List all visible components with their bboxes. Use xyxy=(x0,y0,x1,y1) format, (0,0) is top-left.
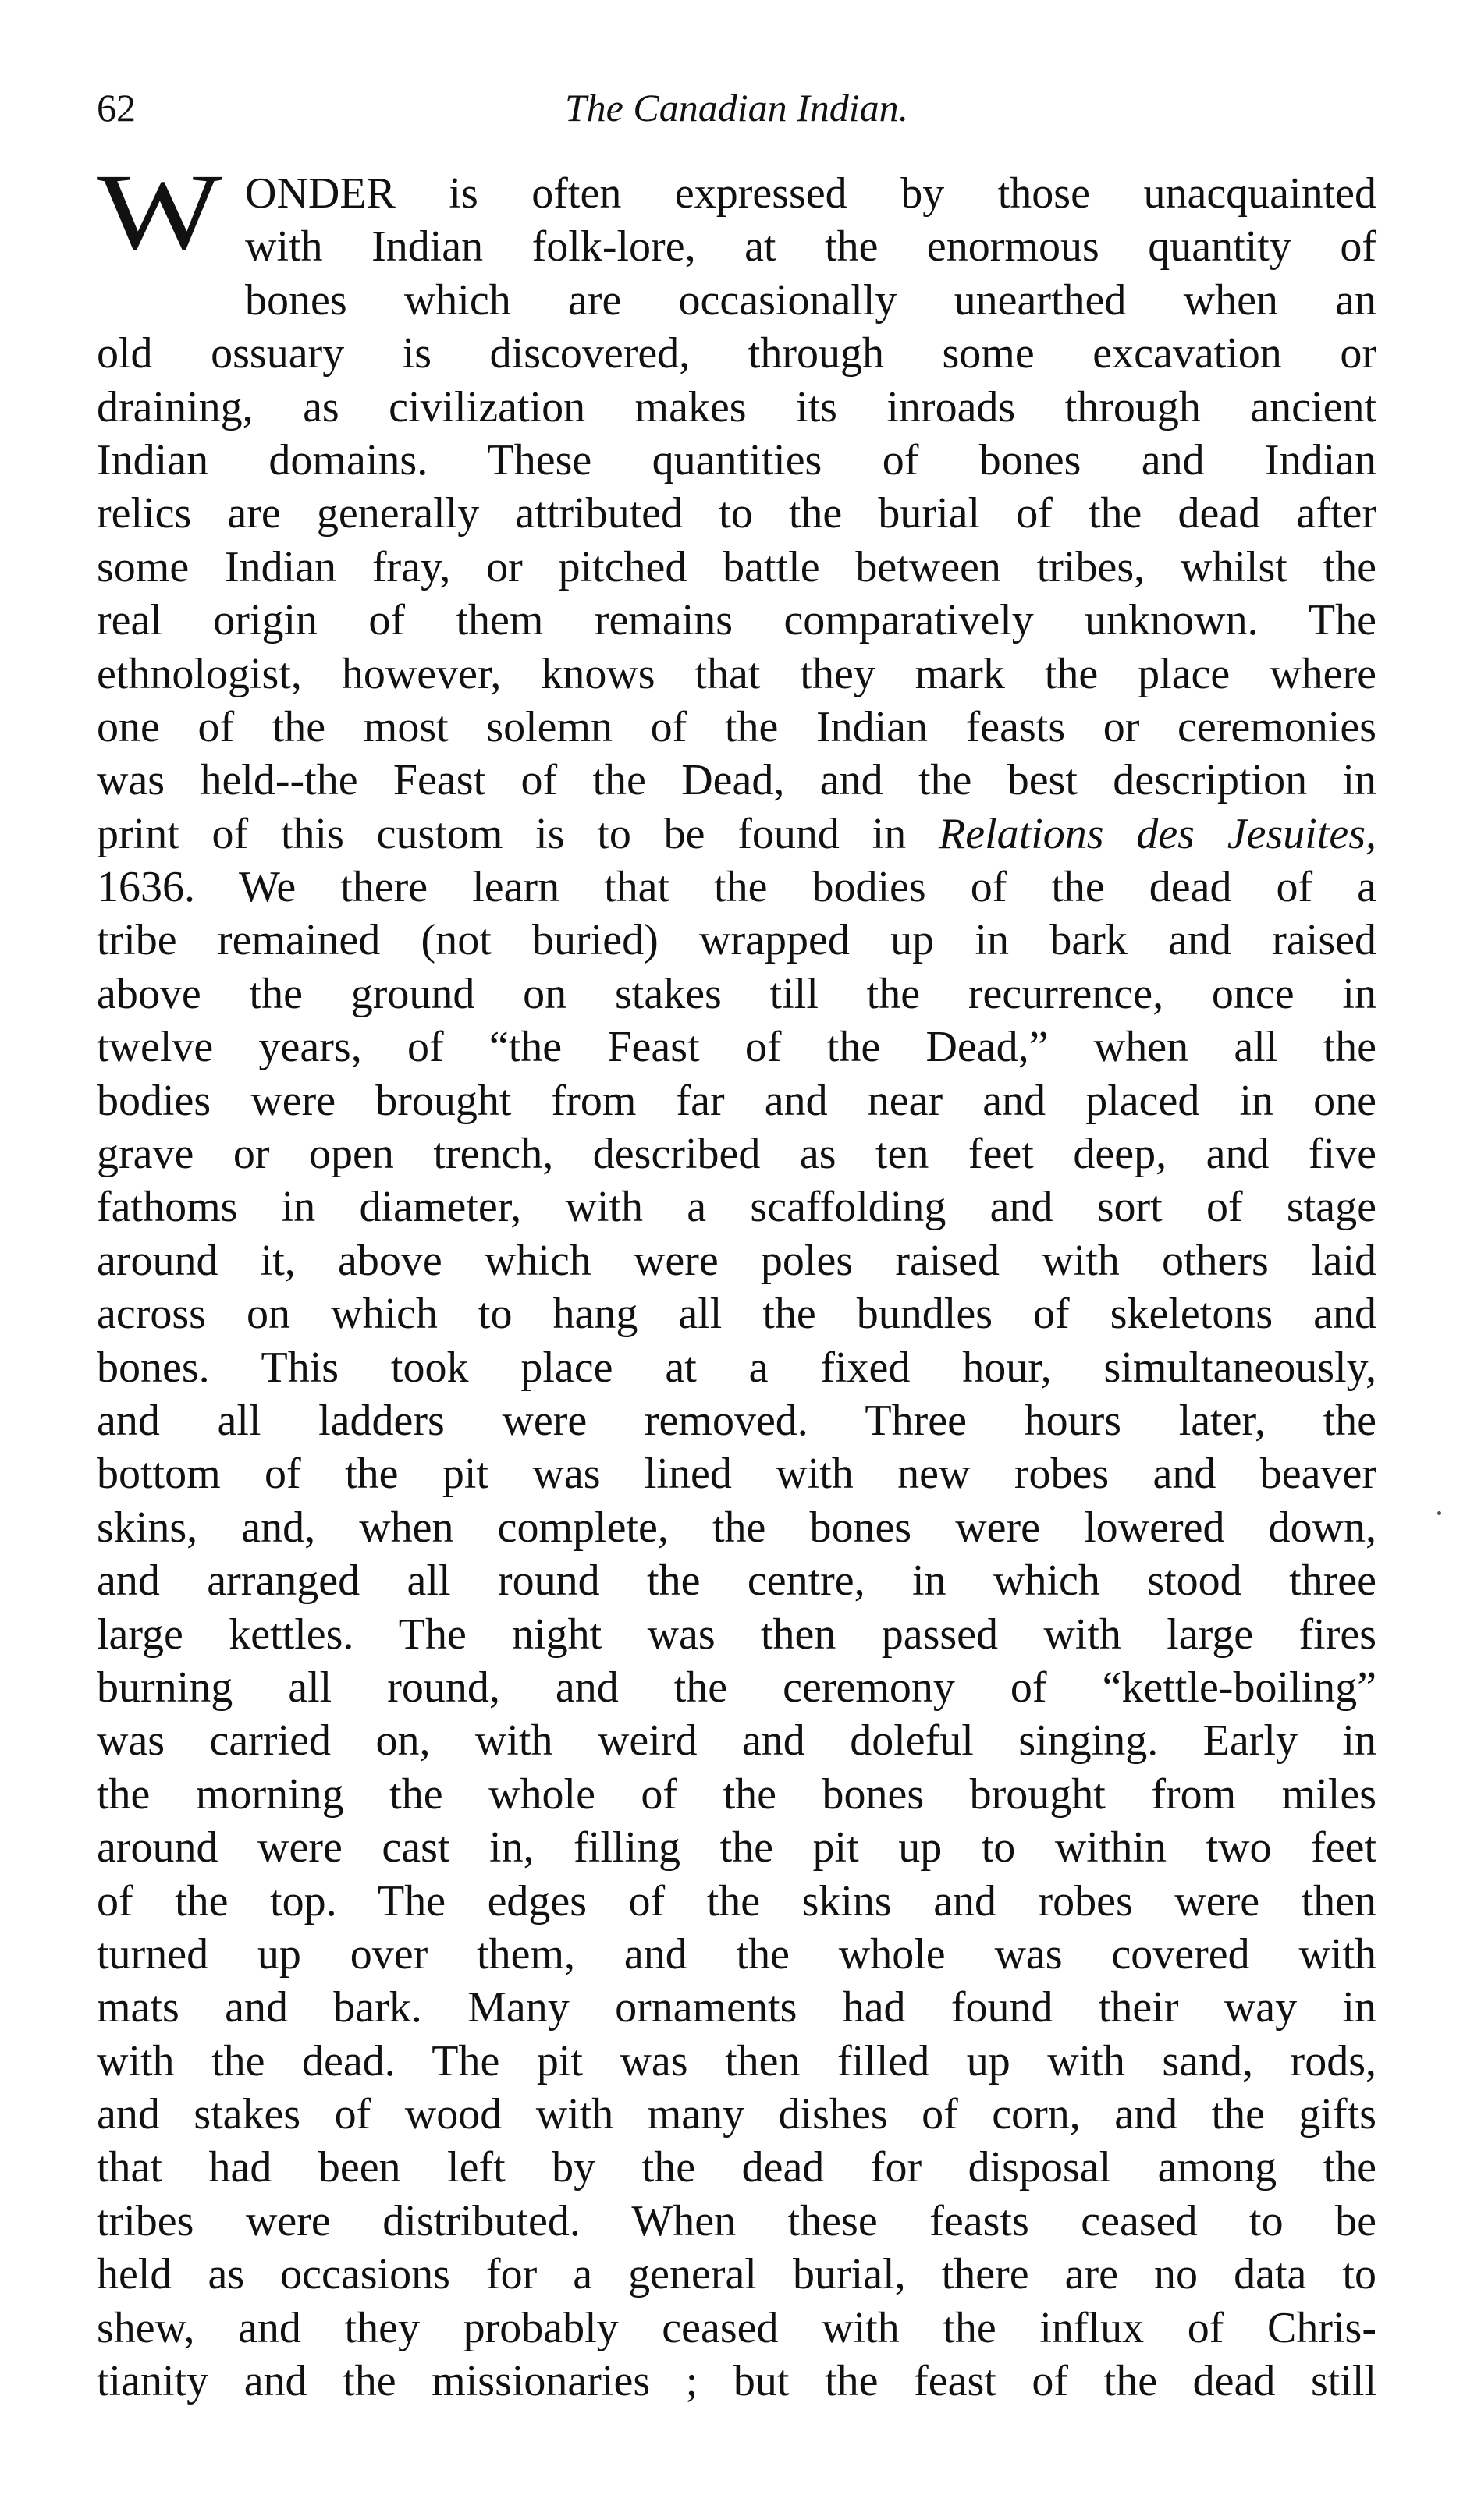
line-text-roman: print of this custom is to be found in xyxy=(97,809,939,858)
text-line: old ossuary is discovered, through some excavation or xyxy=(97,329,1376,378)
text-line: draining, as civilization makes its inroads through ancient xyxy=(97,382,1376,431)
page-number: 62 xyxy=(97,86,136,130)
text-line: of the top. The edges of the skins and robes were then xyxy=(97,1876,1376,1925)
body-text xyxy=(97,151,1377,2408)
text-line: turned up over them, and the whole was covered with xyxy=(97,1929,1376,1979)
text-line: the morning the whole of the bones brought from miles xyxy=(97,1769,1376,1819)
text-line: around were cast in, filling the pit up to within two feet xyxy=(97,1823,1376,1872)
text-line: with the dead. The pit was then filled up with sand, rods, xyxy=(97,2036,1376,2085)
text-line: ethnologist, however, knows that they mark the place where xyxy=(97,649,1376,698)
text-line: bones. This took place at a fixed hour, simultaneously, xyxy=(97,1343,1376,1392)
text-line: bodies were brought from far and near and placed in one xyxy=(97,1076,1376,1125)
text-line: twelve years, of “the Feast of the Dead,” when all the xyxy=(97,1023,1376,1072)
text-line: fathoms in diameter, with a scaffolding and sort of stage xyxy=(97,1183,1376,1232)
drop-cap-letter: W xyxy=(97,151,222,272)
text-line: some Indian fray, or pitched battle between tribes, whilst the xyxy=(97,542,1376,591)
text-line: tribe remained (not buried) wrapped up in bark and raised xyxy=(97,916,1376,965)
text-line: shew, and they probably ceased with the influx of Chris- xyxy=(97,2303,1376,2352)
text-line: was carried on, with weird and doleful singing. Early in xyxy=(97,1716,1376,1766)
text-line: grave or open trench, described as ten feet deep, and five xyxy=(97,1130,1376,1179)
text-line: and all ladders were removed. Three hours later, the xyxy=(97,1396,1376,1445)
text-line: relics are generally attributed to the burial of the dead after xyxy=(97,489,1376,538)
running-head xyxy=(97,84,1376,131)
text-line: and arranged all round the centre, in which stood three xyxy=(97,1556,1376,1606)
book-title-italic: Relations des Jesuites, xyxy=(939,809,1377,858)
text-line: mats and bark. Many ornaments had found their way in xyxy=(97,1983,1376,2032)
text-line: above the ground on stakes till the recurrence, once in xyxy=(97,969,1376,1018)
text-line: tianity and the missionaries ; but the feast of the dead still xyxy=(97,2357,1376,2406)
text-line: was held--the Feast of the Dead, and the best description in xyxy=(97,756,1376,805)
text-line: one of the most solemn of the Indian feasts or ceremonies xyxy=(97,702,1376,751)
text-line: skins, and, when complete, the bones were lowered down, xyxy=(97,1503,1376,1552)
text-line: 1636. We there learn that the bodies of the dead of a xyxy=(97,863,1376,912)
text-line: that had been left by the dead for disposal among the xyxy=(97,2143,1376,2192)
text-line: Indian domains. These quantities of bones and Indian xyxy=(97,435,1376,484)
text-line: real origin of them remains comparatively unknown. The xyxy=(97,596,1376,645)
text-line: around it, above which were poles raised with others laid xyxy=(97,1236,1376,1285)
text-line-with-italic xyxy=(97,807,1376,861)
text-line: across on which to hang all the bundles of skeletons and xyxy=(97,1290,1376,1339)
text-line: bones which are occasionally unearthed when an xyxy=(245,275,1376,325)
text-line: bottom of the pit was lined with new robes and beaver xyxy=(97,1450,1376,1499)
text-line: tribes were distributed. When these feasts ceased to be xyxy=(97,2196,1376,2245)
text-line: held as occasions for a general burial, there are no data to xyxy=(97,2250,1376,2299)
text-line: large kettles. The night was then passed with large fires xyxy=(97,1610,1376,1659)
text-line: and stakes of wood with many dishes of corn, and the gifts xyxy=(97,2090,1376,2139)
running-title: The Canadian Indian. xyxy=(564,86,909,130)
text-line: ONDER is often expressed by those unacquainted xyxy=(245,169,1376,218)
text-line: burning all round, and the ceremony of “kettle-boiling” xyxy=(97,1663,1376,1712)
ink-speck xyxy=(1437,1511,1441,1515)
text-line: with Indian folk-lore, at the enormous quantity of xyxy=(245,222,1376,272)
